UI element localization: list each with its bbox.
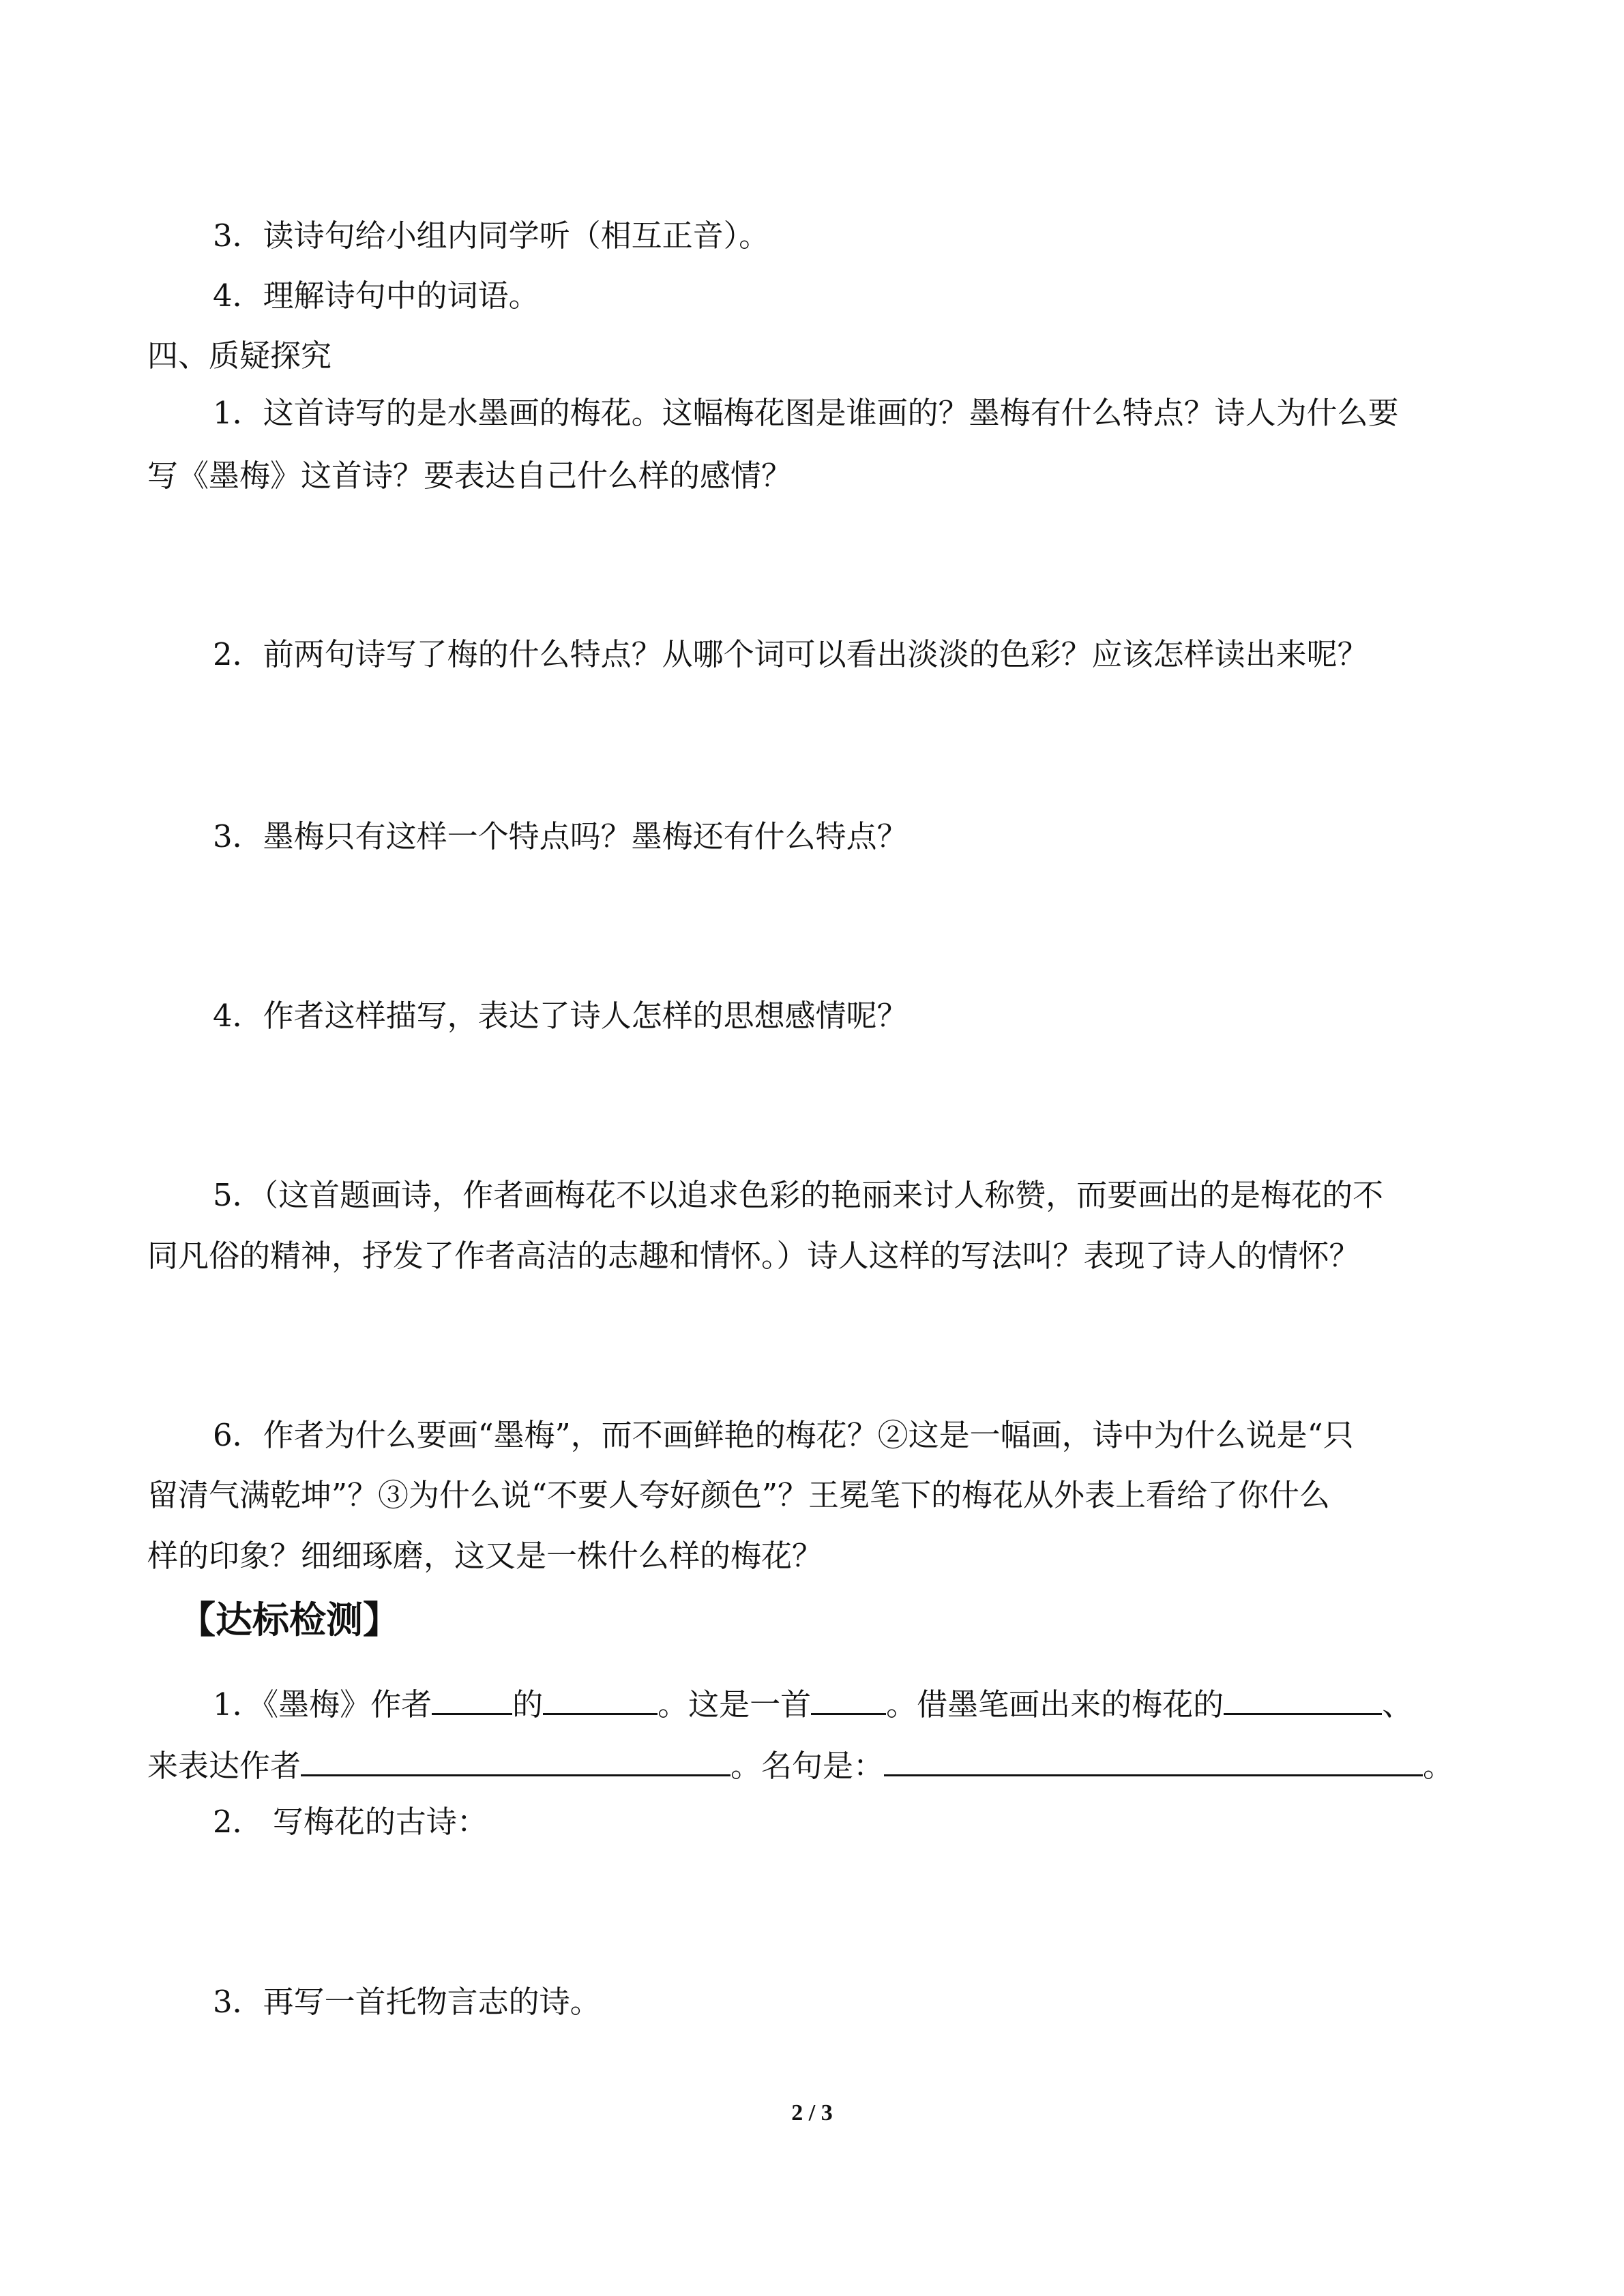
test-1-text-e: 、: [1382, 1686, 1413, 1723]
question-2: 2．前两句诗写了梅的什么特点？从哪个词可以看出淡淡的色彩？应该怎样读出来呢？: [213, 636, 1368, 672]
question-6-line-3: 样的印象？细细琢磨，这又是一株什么样的梅花？: [147, 1538, 823, 1574]
test-3: 3．再写一首托物言志的诗。: [213, 1984, 601, 2020]
question-6-line-2: 留清气满乾坤”？③为什么说“不要人夸好颜色”？王冕笔下的梅花从外表上看给了你什么: [147, 1477, 1331, 1513]
page-number: 2 / 3: [791, 2100, 833, 2126]
test-1-text-d: 。借墨笔画出来的梅花的: [886, 1686, 1224, 1723]
test-1-text-c: 。这是一首: [658, 1686, 812, 1723]
blank-trait[interactable]: [1224, 1683, 1382, 1715]
test-1-text-h: 。: [1423, 1748, 1454, 1784]
question-4: 4．作者这样描写，表达了诗人怎样的思想感情呢？: [213, 998, 908, 1034]
question-6-line-1: 6．作者为什么要画“墨梅”，而不画鲜艳的梅花？②这是一幅画，诗中为什么说是“只: [213, 1417, 1354, 1453]
blank-expression[interactable]: [301, 1744, 730, 1776]
blank-title[interactable]: [543, 1683, 658, 1715]
question-3: 3．墨梅只有这样一个特点吗？墨梅还有什么特点？: [213, 818, 908, 854]
section-4-heading: 四、质疑探究: [147, 338, 332, 374]
test-1-text-b: 的: [512, 1686, 544, 1723]
blank-author[interactable]: [432, 1683, 512, 1715]
test-1-line-1: [213, 1683, 1481, 1725]
question-1-line-1: 1．这首诗写的是水墨画的梅花。这幅梅花图是谁画的？墨梅有什么特点？诗人为什么要: [213, 395, 1399, 431]
question-1-line-2: 写《墨梅》这首诗？要表达自己什么样的感情？: [147, 458, 793, 494]
question-5-line-2: 同凡俗的精神，抒发了作者高洁的志趣和情怀。）诗人这样的写法叫？表现了诗人的情怀？: [147, 1238, 1360, 1274]
step-4-text: 4．理解诗句中的词语。: [213, 278, 540, 314]
test-2: 2． 写梅花的古诗：: [213, 1804, 488, 1840]
test-1-line-2: [147, 1744, 1477, 1787]
step-3-text: 3．读诗句给小组内同学听（相互正音）。: [213, 218, 770, 254]
test-1-text-a: 1．《墨梅》作者: [213, 1686, 432, 1723]
blank-famous-line[interactable]: [884, 1744, 1423, 1776]
test-1-text-f: 来表达作者: [147, 1748, 301, 1784]
test-heading: 【达标检测】: [179, 1598, 400, 1641]
question-5-line-1: 5．（这首题画诗，作者画梅花不以追求色彩的艳丽来讨人称赞，而要画出的是梅花的不: [213, 1177, 1384, 1213]
blank-poem-type[interactable]: [811, 1683, 886, 1715]
test-1-text-g: 。名句是：: [730, 1748, 885, 1784]
